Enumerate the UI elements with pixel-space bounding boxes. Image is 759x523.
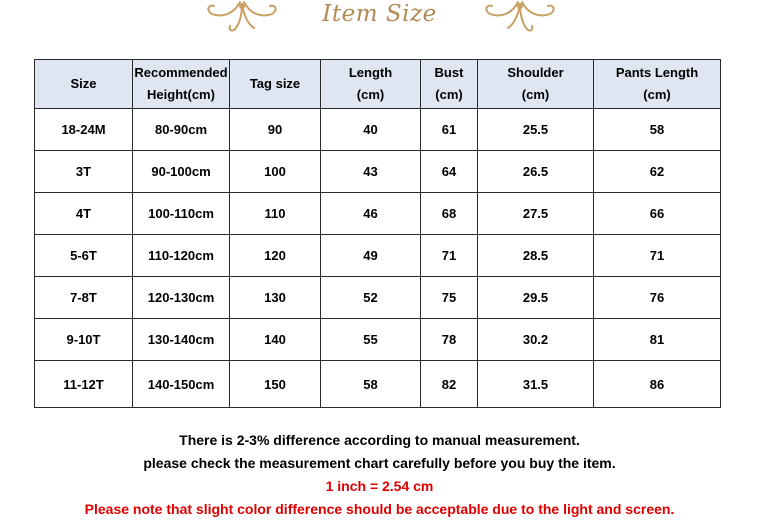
cell-shoulder: 25.5 [478, 109, 594, 151]
cell-size: 5-6T [35, 235, 133, 277]
cell-bust: 71 [421, 235, 478, 277]
cell-length: 55 [321, 319, 421, 361]
header-recommended-height: Recommended Height(cm) [133, 60, 230, 109]
cell-bust: 64 [421, 151, 478, 193]
cell-pants-length: 81 [594, 319, 721, 361]
cell-bust: 61 [421, 109, 478, 151]
cell-shoulder: 29.5 [478, 277, 594, 319]
table-row [35, 151, 721, 193]
table-row [35, 235, 721, 277]
cell-pants-length: 76 [594, 277, 721, 319]
cell-tag-size: 90 [230, 109, 321, 151]
size-chart-table [34, 59, 721, 408]
note-inch-conversion: 1 inch = 2.54 cm [325, 478, 434, 494]
table-row [35, 319, 721, 361]
cell-height: 130-140cm [133, 319, 230, 361]
measurement-notes [0, 429, 759, 521]
cell-pants-length: 66 [594, 193, 721, 235]
cell-height: 120-130cm [133, 277, 230, 319]
cell-length: 52 [321, 277, 421, 319]
cell-height: 110-120cm [133, 235, 230, 277]
header-tag-size: Tag size [230, 60, 321, 109]
cell-length: 40 [321, 109, 421, 151]
cell-tag-size: 140 [230, 319, 321, 361]
cell-height: 100-110cm [133, 193, 230, 235]
cell-pants-length: 62 [594, 151, 721, 193]
cell-shoulder: 31.5 [478, 361, 594, 408]
cell-bust: 82 [421, 361, 478, 408]
cell-shoulder: 27.5 [478, 193, 594, 235]
table-row [35, 277, 721, 319]
header-row [35, 60, 721, 109]
cell-length: 58 [321, 361, 421, 408]
note-color-difference: Please note that slight color difference should be acceptable due to the light and screen. [84, 501, 675, 517]
cell-tag-size: 120 [230, 235, 321, 277]
cell-tag-size: 150 [230, 361, 321, 408]
cell-pants-length: 58 [594, 109, 721, 151]
table-row [35, 361, 721, 408]
table-row [35, 109, 721, 151]
header-bust: Bust (cm) [421, 60, 478, 109]
cell-tag-size: 110 [230, 193, 321, 235]
cell-size: 4T [35, 193, 133, 235]
cell-size: 11-12T [35, 361, 133, 408]
cell-shoulder: 30.2 [478, 319, 594, 361]
cell-size: 18-24M [35, 109, 133, 151]
header-size: Size [35, 60, 133, 109]
note-manual-measurement: There is 2-3% difference according to manual measurement. [179, 432, 580, 448]
note-check-chart: please check the measurement chart carefully before you buy the item. [143, 455, 616, 471]
size-header [0, 0, 759, 42]
cell-shoulder: 28.5 [478, 235, 594, 277]
cell-height: 90-100cm [133, 151, 230, 193]
cell-tag-size: 130 [230, 277, 321, 319]
cell-size: 3T [35, 151, 133, 193]
cell-length: 49 [321, 235, 421, 277]
page-title: Item Size [322, 1, 437, 27]
cell-length: 46 [321, 193, 421, 235]
cell-bust: 78 [421, 319, 478, 361]
cell-tag-size: 100 [230, 151, 321, 193]
cell-size: 7-8T [35, 277, 133, 319]
cell-bust: 75 [421, 277, 478, 319]
cell-height: 80-90cm [133, 109, 230, 151]
header-shoulder: Shoulder (cm) [478, 60, 594, 109]
cell-size: 9-10T [35, 319, 133, 361]
cell-height: 140-150cm [133, 361, 230, 408]
cell-bust: 68 [421, 193, 478, 235]
table-row [35, 193, 721, 235]
header-length: Length (cm) [321, 60, 421, 109]
cell-pants-length: 71 [594, 235, 721, 277]
cell-pants-length: 86 [594, 361, 721, 408]
cell-shoulder: 26.5 [478, 151, 594, 193]
cell-length: 43 [321, 151, 421, 193]
header-pants-length: Pants Length (cm) [594, 60, 721, 109]
